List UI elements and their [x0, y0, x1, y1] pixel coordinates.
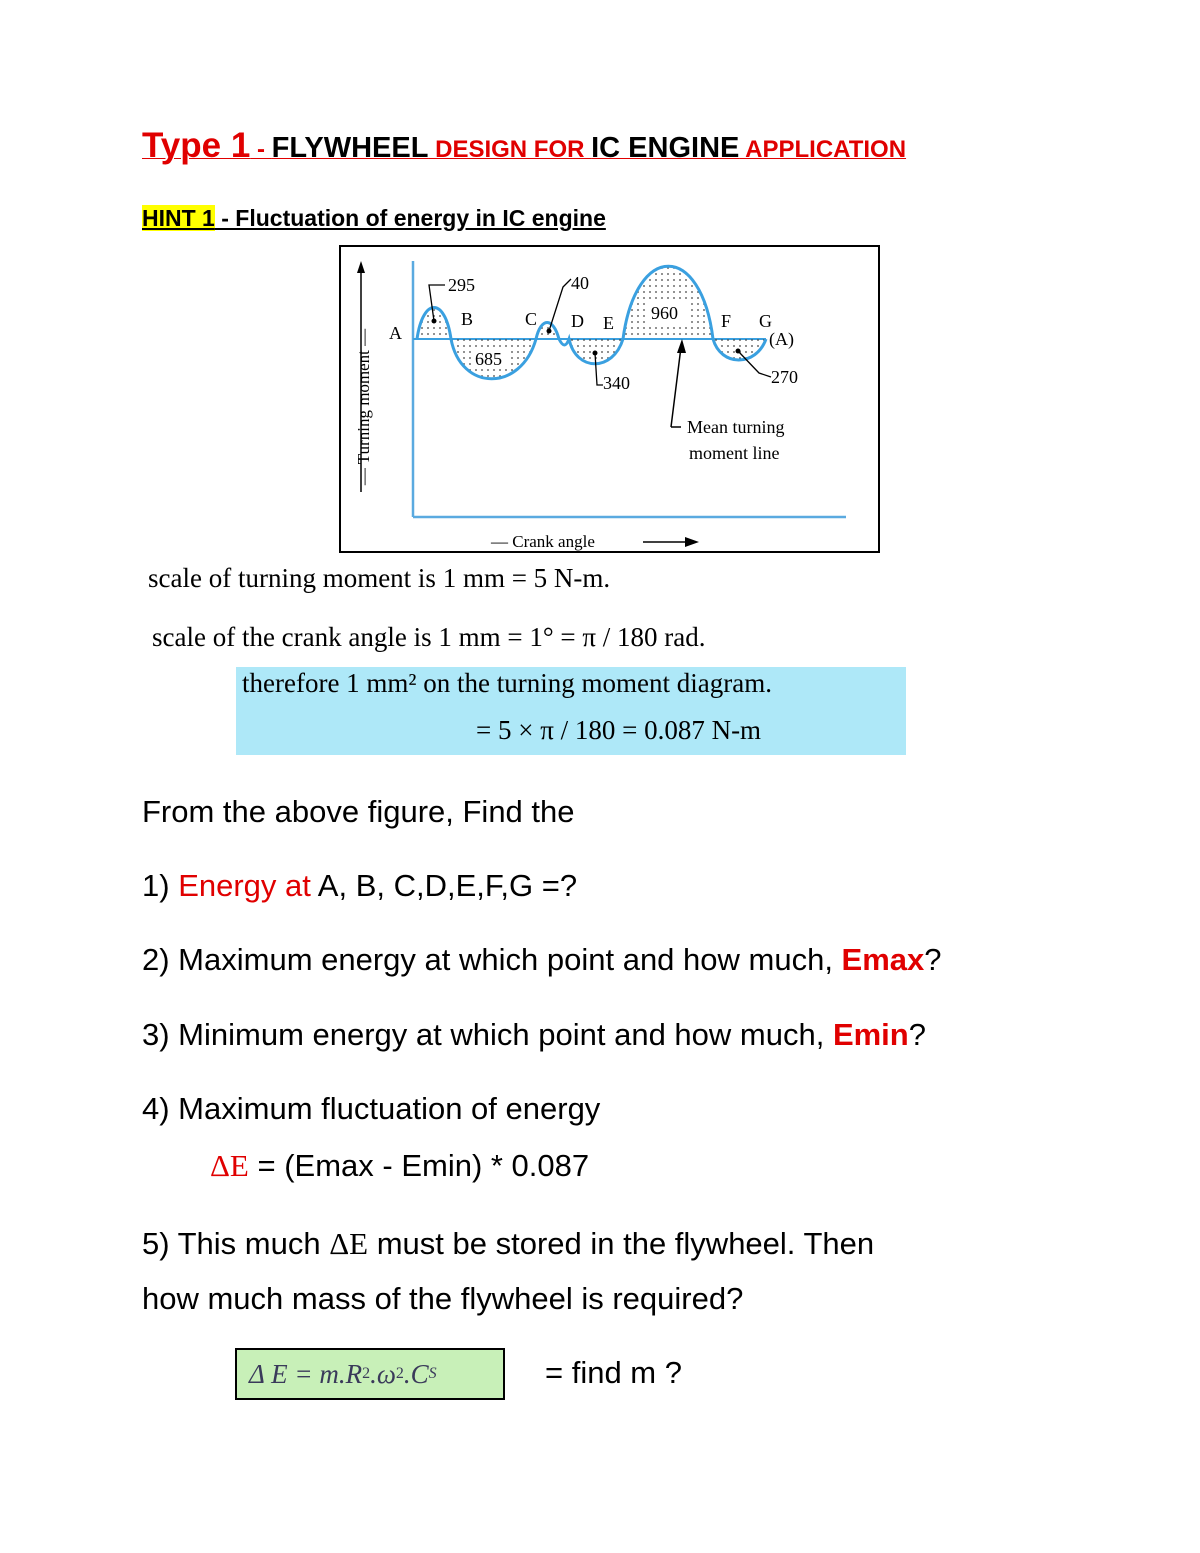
question-4-formula — [210, 1148, 589, 1184]
point-g: G — [759, 311, 772, 331]
y-axis-label: — Turning moment — — [354, 328, 373, 486]
title-application: APPLICATION — [739, 136, 907, 163]
question-5-line-2: how much mass of the flywheel is required? — [142, 1281, 744, 1316]
q4-delta-e: ΔE — [210, 1148, 249, 1183]
formula-mid: .ω — [370, 1358, 396, 1389]
page-title — [142, 126, 906, 166]
formula-sup-2: 2 — [395, 1365, 404, 1382]
dot-270 — [736, 349, 741, 354]
hint-heading — [142, 205, 606, 232]
dot-295 — [432, 319, 437, 324]
question-2 — [142, 942, 942, 978]
x-axis-label: — Crank angle — [491, 532, 595, 551]
point-f: F — [721, 311, 732, 331]
y-arrow-head — [357, 261, 365, 273]
area-label-685: 685 — [475, 349, 502, 369]
mean-line-arrow — [671, 347, 681, 427]
title-dash: - — [250, 136, 272, 163]
x-arrow-head — [685, 537, 699, 547]
area-label-340: 340 — [603, 373, 630, 393]
therefore-line-2: = 5 × π / 180 = 0.087 N-m — [476, 715, 762, 745]
question-1 — [142, 868, 577, 904]
point-a: A — [389, 323, 402, 343]
turning-moment-diagram — [339, 245, 880, 553]
formula-lhs: Δ E = m.R — [249, 1358, 363, 1389]
area-label-270: 270 — [771, 367, 798, 387]
energy-formula-box — [235, 1348, 505, 1400]
q4-formula: = (Emax - Emin) * 0.087 — [248, 1148, 590, 1183]
area-label-295: 295 — [448, 275, 475, 295]
mean-line-label-2: moment line — [689, 443, 780, 463]
point-c: C — [525, 309, 538, 329]
scale-crank-angle: scale of the crank angle is 1 mm = 1° = π / 180 rad. — [152, 622, 706, 652]
q3-end: ? — [908, 1017, 926, 1052]
question-3 — [142, 1017, 926, 1053]
area-label-40: 40 — [571, 273, 589, 293]
title-ic-engine: IC ENGINE — [591, 132, 740, 164]
q5-part1: 5) This much — [142, 1226, 330, 1261]
title-type: Type 1 — [142, 126, 251, 165]
q2-emax: Emax — [841, 942, 925, 977]
title-design-for: DESIGN FOR — [428, 136, 592, 163]
formula-sub: S — [428, 1365, 437, 1382]
dot-340 — [593, 351, 598, 356]
q1-num: 1) — [142, 868, 179, 903]
q1-red: Energy at — [178, 868, 311, 903]
q3-emin: Emin — [832, 1017, 909, 1052]
q2-end: ? — [924, 942, 942, 977]
formula-c: .C — [403, 1358, 429, 1389]
point-e: E — [603, 313, 614, 333]
therefore-line-1: therefore 1 mm² on the turning moment diagram. — [242, 668, 772, 698]
mean-arrow-head — [677, 339, 686, 353]
question-4: 4) Maximum fluctuation of energy — [142, 1091, 601, 1126]
q1-rest: A, B, C,D,E,F,G =? — [310, 868, 578, 903]
point-b: B — [461, 309, 474, 329]
find-m-text: = find m ? — [545, 1355, 682, 1390]
hint-label: HINT 1 — [142, 205, 215, 231]
q2-text: 2) Maximum energy at which point and how much, — [142, 942, 842, 977]
hint-text: - Fluctuation of energy in IC engine — [214, 205, 606, 231]
dot-40 — [547, 329, 552, 334]
formula-sup-1: 2 — [362, 1365, 371, 1382]
mean-line-label-1: Mean turning — [687, 417, 785, 437]
turning-moment-svg — [341, 247, 878, 551]
area-label-960: 960 — [651, 303, 678, 323]
questions-intro: From the above figure, Find the — [142, 794, 575, 829]
q5-delta-e: ΔE — [329, 1226, 369, 1261]
title-flywheel: FLYWHEEL — [271, 132, 429, 164]
question-5 — [142, 1226, 874, 1262]
caption-tag: (A) — [769, 329, 794, 349]
q3-text: 3) Minimum energy at which point and how much, — [142, 1017, 833, 1052]
point-d: D — [571, 311, 584, 331]
q5-part2: must be stored in the flywheel. Then — [368, 1226, 875, 1261]
scale-turning-moment: scale of turning moment is 1 mm = 5 N-m. — [148, 563, 611, 593]
